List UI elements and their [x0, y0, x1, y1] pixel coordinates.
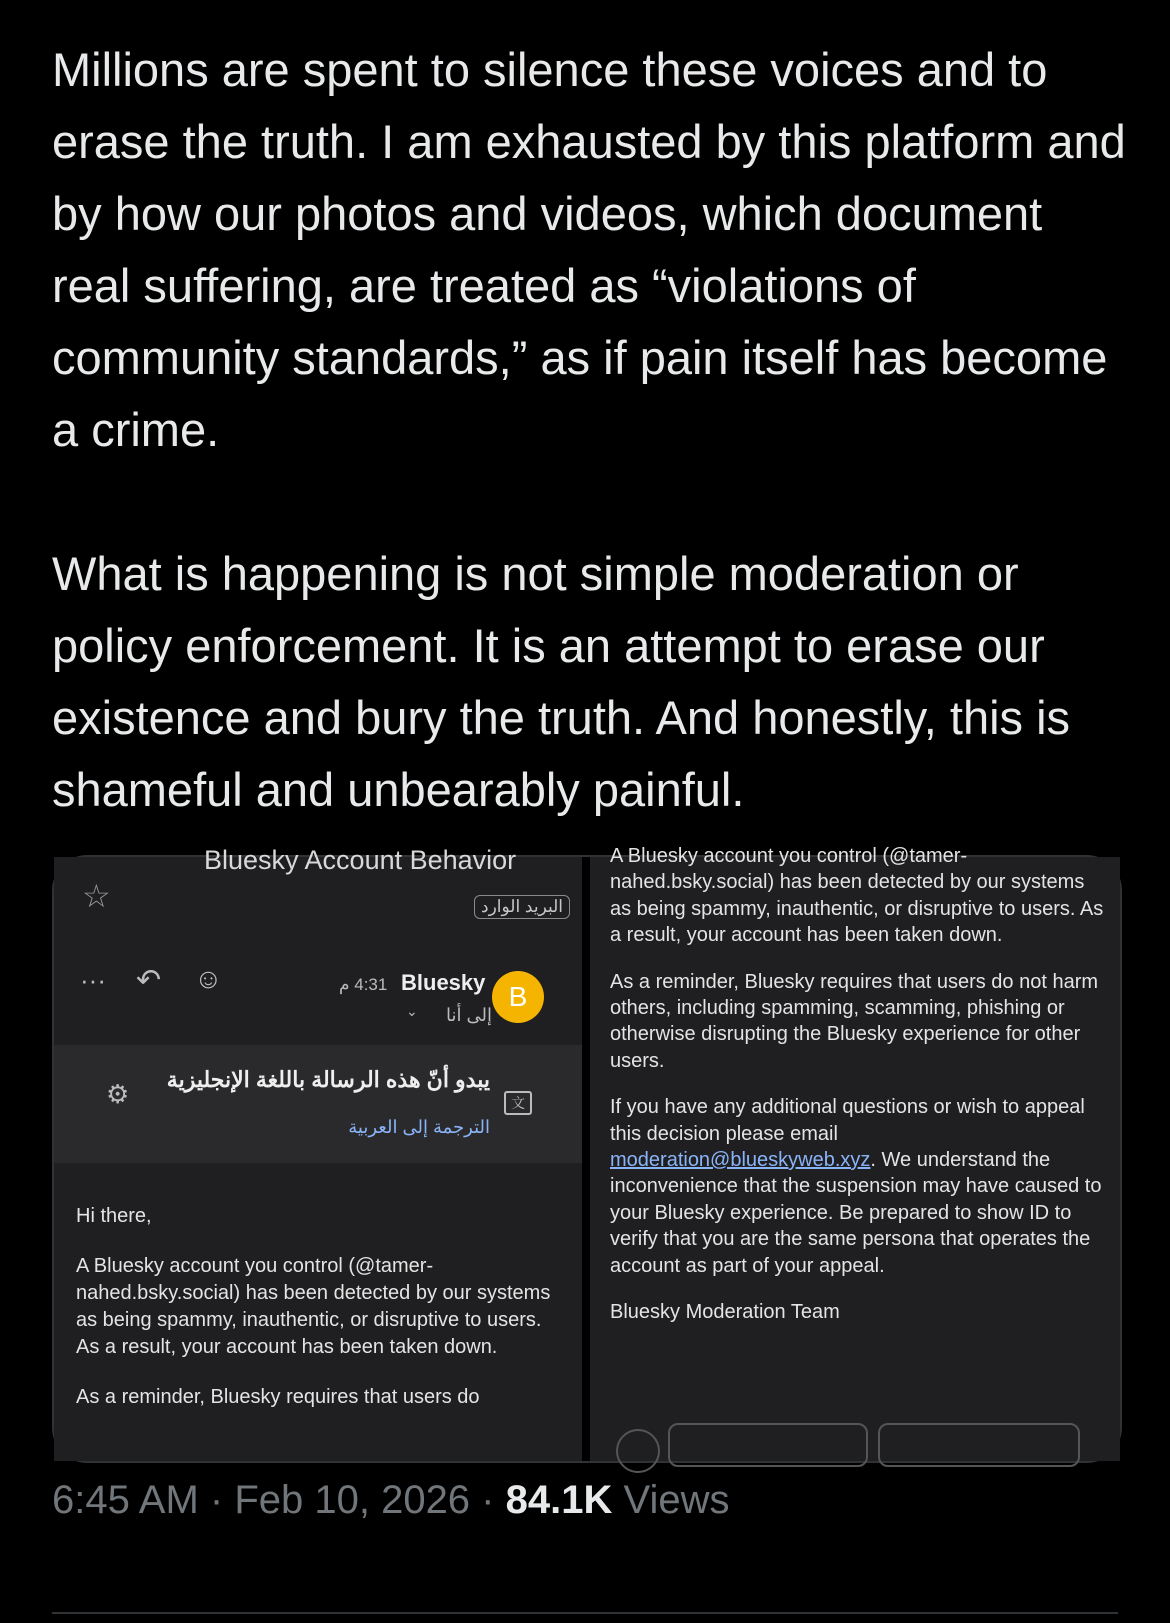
translate-banner — [54, 1045, 582, 1163]
views-label: Views — [623, 1478, 730, 1522]
post-time[interactable]: 6:45 AM — [52, 1478, 199, 1522]
gear-icon: ⚙ — [106, 1079, 130, 1109]
email-screenshot-right — [590, 845, 1120, 1461]
email-text: If you have any additional questions or wish to appeal this decision please email — [610, 1096, 1085, 1145]
divider — [52, 1612, 1118, 1614]
image-divider — [582, 857, 590, 1461]
chevron-down-icon: ⌄ — [406, 1003, 418, 1019]
meta-separator: · — [198, 1478, 235, 1522]
translate-icon: 文 — [504, 1091, 532, 1115]
avatar: B — [492, 971, 544, 1023]
forward-button-stub — [878, 1423, 1080, 1467]
email-screenshot-left — [54, 845, 582, 1461]
translate-link: الترجمة إلى العربية — [348, 1117, 490, 1137]
moderation-email-link: moderation@blueskyweb.xyz — [610, 1149, 871, 1172]
email-paragraph — [610, 1094, 1106, 1279]
recipient: إلى أنا — [446, 1005, 492, 1025]
email-time: 4:31 م — [339, 975, 388, 994]
post-meta — [52, 1478, 729, 1523]
post-text — [52, 34, 1132, 826]
email-paragraph: A Bluesky account you control (@tamer-nahed.bsky.social) has been detected by our systems as being spammy, inauthentic, or disruptive to users. As a result, your account has been taken down. — [610, 845, 1104, 947]
star-icon: ☆ — [82, 878, 111, 914]
attached-image[interactable] — [52, 845, 1122, 1463]
post-paragraph-2: What is happening is not simple moderation or policy enforcement. It is an attempt to erase our existence and bury the truth. And honestly, this is shameful and unbearably painful. — [52, 547, 1071, 816]
emoji-icon: ☺ — [194, 963, 223, 994]
post-date[interactable]: Feb 10, 2026 — [234, 1478, 471, 1522]
reply-avatar-stub — [616, 1429, 660, 1473]
email-signature: Bluesky Moderation Team — [610, 1301, 840, 1324]
email-body-right — [610, 843, 1106, 1346]
reply-button-stub — [668, 1423, 868, 1467]
email-subject: Bluesky Account Behavior — [204, 845, 517, 875]
more-icon: ··· — [80, 965, 106, 995]
reply-icon: ↶ — [136, 964, 162, 997]
views-count: 84.1K — [505, 1478, 613, 1522]
email-paragraph: A Bluesky account you control (@tamer-nahed.bsky.social) has been detected by our systems as being spammy, inauthentic, or disruptive to users. As a result, your account has been taken down. — [76, 1255, 551, 1358]
sender-name: Bluesky — [401, 970, 486, 995]
email-paragraph: As a reminder, Bluesky requires that users do — [76, 1386, 480, 1408]
translate-title: يبدو أنّ هذه الرسالة باللغة الإنجليزية — [166, 1067, 490, 1092]
email-text: . We understand the inconvenience that the suspension may have caused to your Bluesky experience. Be prepared to show ID to verify that you are the same persona that operates the account as part of your appeal. — [610, 1149, 1102, 1277]
email-greeting: Hi there, — [76, 1205, 152, 1227]
post-paragraph-1: Millions are spent to silence these voices and to erase the truth. I am exhausted by this platform and by how our photos and videos, which document real suffering, are treated as “violations of community standards,” as if pain itself has become a crime. — [52, 43, 1126, 456]
meta-separator: · — [470, 1478, 506, 1522]
email-paragraph: As a reminder, Bluesky requires that users do not harm others, including spamming, scamming, phishing or otherwise disrupting the Bluesky experience for other users. — [610, 970, 1099, 1072]
inbox-label: البريد الوارد — [474, 895, 570, 919]
email-body-left — [76, 1203, 564, 1434]
